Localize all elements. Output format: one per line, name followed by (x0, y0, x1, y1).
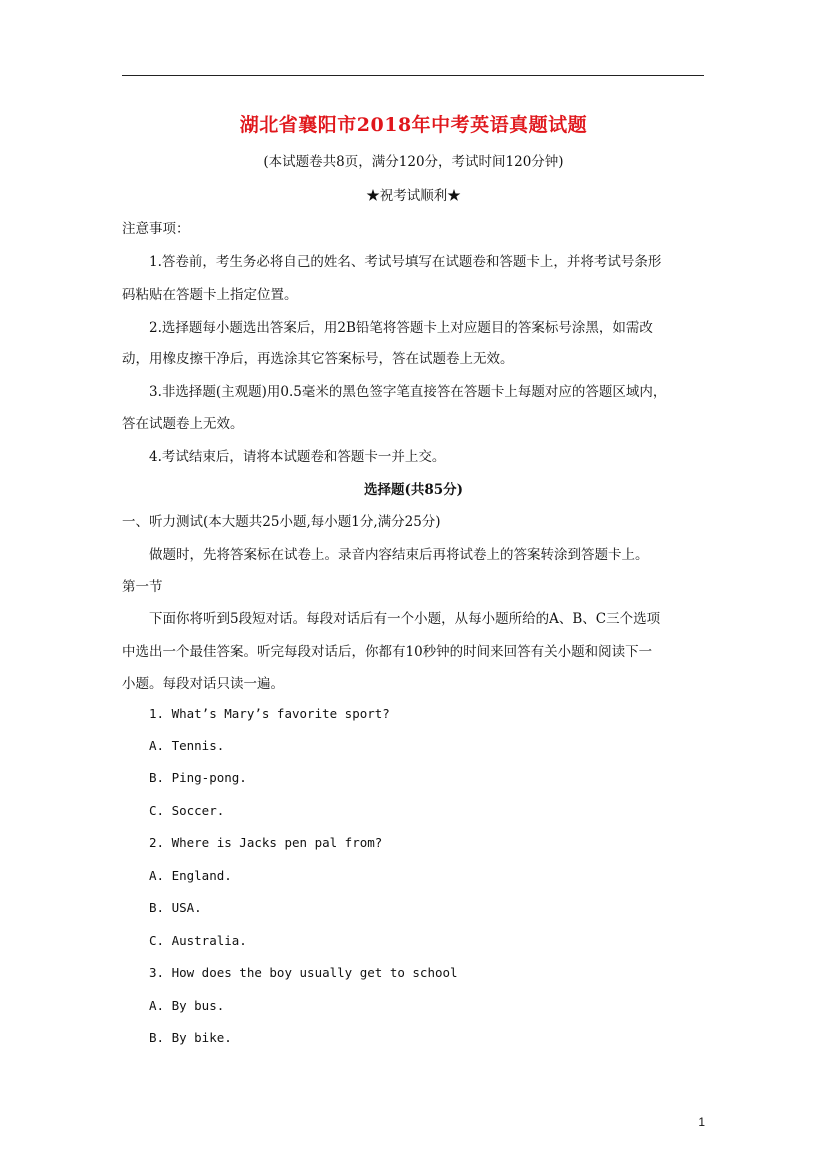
question-2-option-a: A. England. (149, 868, 232, 883)
question-2-option-b: B. USA. (149, 900, 202, 915)
note-3-line-1: 3.非选择题(主观题)用0.5毫米的黑色签字笔直接答在答题卡上每题对应的答题区域内， (149, 384, 667, 400)
subsection-title: 第一节 (122, 579, 163, 595)
subsection-line-2: 中选出一个最佳答案。听完每段对话后，你都有10秒钟的时间来回答有关小题和阅读下一 (122, 644, 653, 660)
question-1-option-c: C. Soccer. (149, 803, 225, 818)
note-3-line-2: 答在试题卷上无效。 (122, 416, 244, 432)
note-1-line-2: 码粘贴在答题卡上指定位置。 (122, 287, 298, 303)
question-3: 3. How does the boy usually get to school (149, 965, 458, 980)
question-2: 2. Where is Jacks pen pal from? (149, 835, 383, 850)
notes-heading: 注意事项： (122, 221, 190, 237)
listening-part-title: 一、听力测试(本大题共25小题,每小题1分,满分25分) (122, 514, 441, 530)
header-rule (122, 75, 704, 76)
note-2-line-1: 2.选择题每小题选出答案后，用2B铅笔将答题卡上对应题目的答案标号涂黑，如需改 (149, 320, 653, 336)
question-2-option-c: C. Australia. (149, 933, 247, 948)
question-1: 1. What’s Mary’s favorite sport? (149, 706, 390, 721)
question-3-option-b: B. By bike. (149, 1030, 232, 1045)
question-1-option-b: B. Ping-pong. (149, 770, 247, 785)
good-luck-line: ★祝考试顺利★ (366, 188, 461, 204)
note-4-line-1: 4.考试结束后，请将本试题卷和答题卡一并上交。 (149, 449, 446, 465)
subsection-line-1: 下面你将听到5段短对话。每段对话后有一个小题，从每小题所给的A、B、C三个选项 (149, 611, 661, 627)
choice-section-title: 选择题(共85分) (363, 482, 464, 498)
note-2-line-2: 动，用橡皮擦干净后，再选涂其它答案标号，答在试题卷上无效。 (122, 351, 514, 367)
subsection-line-3: 小题。每段对话只读一遍。 (122, 676, 284, 692)
listening-instruction: 做题时，先将答案标在试卷上。录音内容结束后再将试卷上的答案转涂到答题卡上。 (149, 547, 649, 563)
page-number: 1 (698, 1115, 705, 1129)
note-1-line-1: 1.答卷前，考生务必将自己的姓名、考试号填写在试题卷和答题卡上，并将考试号条形 (149, 254, 662, 270)
exam-info: (本试题卷共8页，满分120分，考试时间120分钟) (263, 154, 564, 170)
page-title: 湖北省襄阳市2018年中考英语真题试题 (239, 114, 588, 136)
question-3-option-a: A. By bus. (149, 998, 225, 1013)
question-1-option-a: A. Tennis. (149, 738, 225, 753)
